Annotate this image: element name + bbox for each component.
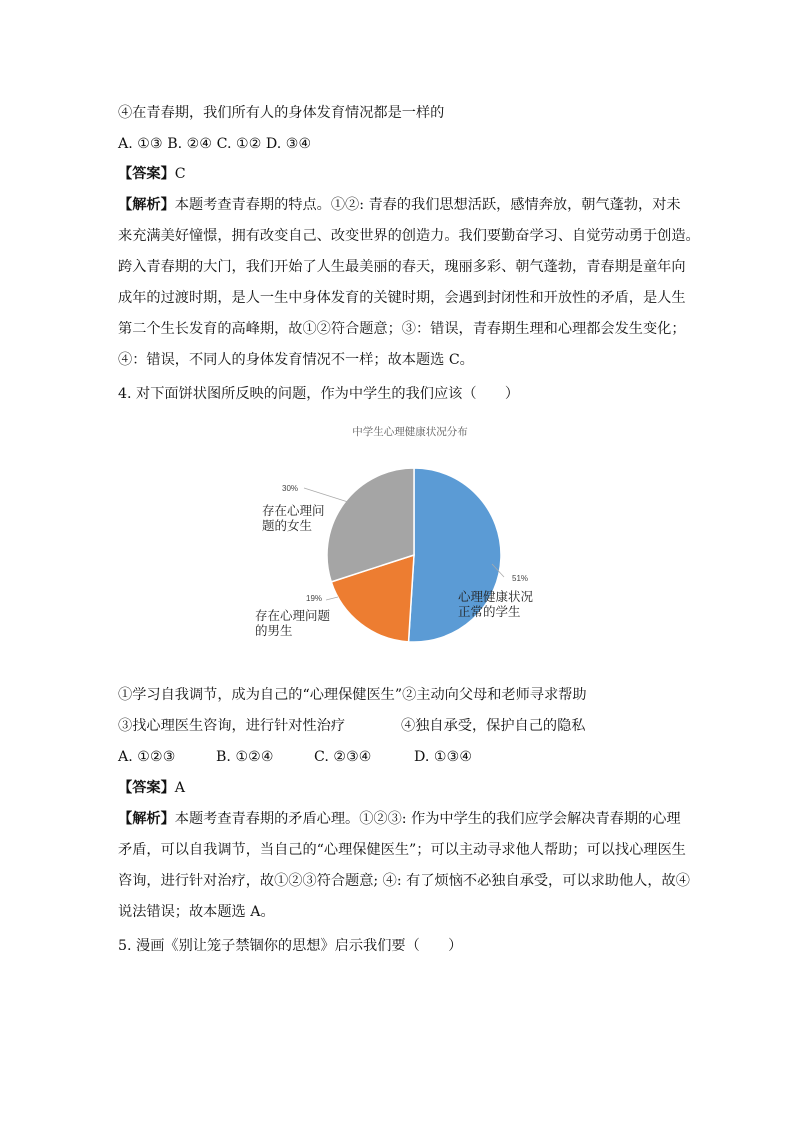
answer-value: C	[174, 166, 186, 182]
q4-option-d: D. ①③④	[414, 749, 473, 765]
answer-value: A	[174, 780, 186, 796]
slice-name-label: 存在心理问题	[255, 608, 331, 623]
q4-option-c: C. ②③④	[314, 749, 372, 765]
pie-chart-svg	[230, 418, 590, 658]
analysis-tag: 【解析】	[118, 811, 175, 827]
slice-percent-label: 51%	[512, 574, 529, 583]
q5-stem: 5. 漫画《别让笼子禁锢你的思想》启示我们要（ ）	[118, 938, 463, 954]
analysis-text: 本题考查青春期的矛盾心理。①②③: 作为中学生的我们应学会解决青春期的心理	[174, 811, 681, 827]
slice-name-label: 存在心理问	[262, 503, 325, 518]
analysis-tag: 【解析】	[118, 197, 175, 213]
slice-name-label: 题的女生	[262, 518, 313, 533]
q3-item-4: ④在青春期，我们所有人的身体发育情况都是一样的	[118, 105, 445, 121]
q4-analysis-line-3: 咨询，进行针对治疗，故①②③符合题意; ④: 有了烦恼不必独自承受，可以求助他人，故④	[118, 873, 690, 889]
q4-stem: 4. 对下面饼状图所反映的问题，作为中学生的我们应该（ ）	[118, 386, 520, 402]
answer-tag: 【答案】	[118, 166, 175, 182]
slice-name-label: 的男生	[255, 623, 293, 638]
chart-title: 中学生心理健康状况分布	[352, 426, 468, 438]
answer-tag: 【答案】	[118, 780, 175, 796]
analysis-text: 本题考查青春期的特点。①②: 青春的我们思想活跃，感情奔放，朝气蓬勃，对未	[174, 197, 681, 213]
q4-analysis-line-1	[118, 809, 688, 829]
q4-item-4: ④独自承受，保护自己的隐私	[401, 718, 586, 734]
q4-analysis-line-4: 说法错误；故本题选 A。	[118, 904, 275, 920]
slice-name-label: 正常的学生	[458, 604, 521, 619]
q4-options	[118, 747, 688, 767]
q4-items-1-2: ①学习自我调节，成为自己的“心理保健医生”②主动向父母和老师寻求帮助	[118, 687, 587, 703]
q3-analysis-line-1	[118, 195, 688, 215]
leader-line	[326, 597, 338, 600]
q3-options: A. ①③ B. ②④ C. ①② D. ③④	[118, 136, 312, 152]
q4-option-a: A. ①②③	[118, 749, 176, 765]
slice-percent-label: 19%	[306, 594, 323, 603]
q3-analysis-line-4: 成年的过渡时期，是人一生中身体发育的关键时期，会遇到封闭性和开放性的矛盾，是人生	[118, 290, 686, 306]
q3-analysis-line-5: 第二个生长发育的高峰期，故①②符合题意；③：错误，青春期生理和心理都会发生变化；	[118, 321, 686, 337]
q3-answer	[118, 164, 688, 184]
q4-analysis-line-2: 矛盾，可以自我调节，当自己的“心理保健医生”；可以主动寻求他人帮助；可以找心理医生	[118, 842, 686, 858]
slice-name-label: 心理健康状况	[458, 589, 534, 604]
pie-chart	[230, 418, 590, 658]
q3-analysis-line-3: 跨入青春期的大门，我们开始了人生最美丽的春天，瑰丽多彩、朝气蓬勃，青春期是童年向	[118, 259, 686, 275]
q3-analysis-line-6: ④：错误，不同人的身体发育情况不一样；故本题选 C。	[118, 352, 474, 368]
q4-item-3: ③找心理医生咨询，进行针对性治疗	[118, 718, 346, 734]
leader-line	[304, 488, 348, 502]
q4-option-b: B. ①②④	[216, 749, 274, 765]
slice-percent-label: 30%	[282, 484, 299, 493]
q4-items-3-4	[118, 716, 688, 736]
q4-answer	[118, 778, 688, 798]
q3-analysis-line-2: 来充满美好憧憬，拥有改变自己、改变世界的创造力。我们要勤奋学习、自觉劳动勇于创造。	[118, 228, 700, 244]
